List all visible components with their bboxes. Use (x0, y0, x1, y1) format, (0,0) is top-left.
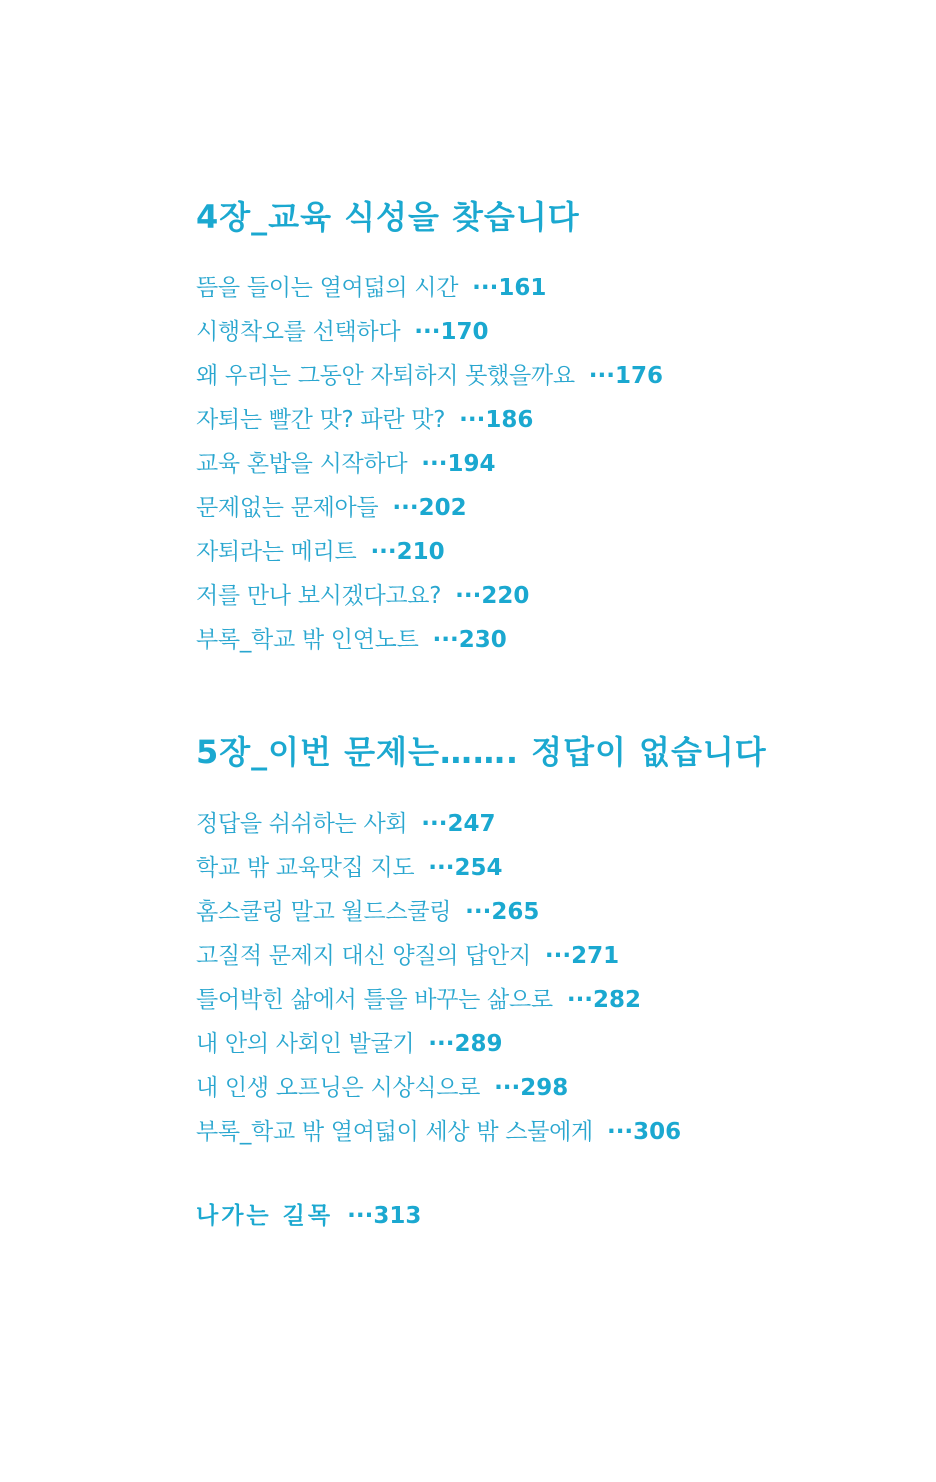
entry-page-number: ···176 (588, 363, 663, 389)
toc-entry[interactable] (196, 1068, 681, 1112)
entry-title: 내 인생 오프닝은 시상식으로 (196, 1075, 481, 1101)
entry-title: 저를 만나 보시겠다고요? (196, 583, 442, 609)
toc-entry[interactable] (196, 488, 663, 532)
entry-page-number: ···254 (428, 855, 503, 881)
entry-title: 내 안의 사회인 발굴기 (196, 1031, 415, 1057)
entry-page-number: ···186 (459, 407, 534, 433)
chapter-5-title: 5장_이번 문제는……. 정답이 없습니다 (196, 733, 767, 771)
toc-entry[interactable] (196, 576, 663, 620)
toc-entry[interactable] (196, 936, 681, 980)
entry-page-number: ···194 (421, 451, 496, 477)
entry-page-number: ···230 (432, 627, 507, 653)
chapter-4-entries (196, 268, 663, 664)
entry-title: 틀어박힌 삶에서 틀을 바꾸는 삶으로 (196, 987, 553, 1013)
entry-title: 자퇴라는 메리트 (196, 539, 357, 565)
toc-entry[interactable] (196, 268, 663, 312)
entry-page-number: ···306 (606, 1119, 682, 1145)
epilogue-page-number: ···313 (347, 1203, 422, 1229)
entry-page-number: ···170 (414, 319, 489, 345)
entry-page-number: ···271 (544, 943, 620, 969)
toc-entry[interactable] (196, 804, 681, 848)
toc-entry[interactable] (196, 444, 663, 488)
chapter-4-title: 4장_교육 식성을 찾습니다 (196, 198, 580, 236)
entry-page-number: ···298 (494, 1075, 569, 1101)
entry-page-number: ···282 (566, 987, 642, 1013)
entry-title: 홈스쿨링 말고 월드스쿨링 (196, 899, 452, 925)
entry-title: 왜 우리는 그동안 자퇴하지 못했을까요 (196, 363, 575, 389)
entry-title: 뜸을 들이는 열여덟의 시간 (196, 275, 459, 301)
toc-entry[interactable] (196, 312, 663, 356)
entry-page-number: ···161 (472, 275, 547, 301)
toc-entry[interactable] (196, 1024, 681, 1068)
entry-page-number: ···202 (392, 495, 467, 521)
entry-title: 부록_학교 밖 인연노트 (196, 627, 419, 653)
toc-entry[interactable] (196, 1112, 681, 1156)
entry-page-number: ···210 (370, 539, 445, 565)
chapter-5-entries (196, 804, 681, 1156)
entry-title: 시행착오를 선택하다 (196, 319, 401, 345)
toc-entry[interactable] (196, 848, 681, 892)
entry-title: 교육 혼밥을 시작하다 (196, 451, 408, 477)
toc-entry[interactable] (196, 980, 681, 1024)
entry-title: 고질적 문제지 대신 양질의 답안지 (196, 943, 531, 969)
epilogue-entry[interactable] (196, 1196, 421, 1236)
toc-entry[interactable] (196, 356, 663, 400)
entry-title: 자퇴는 빨간 맛? 파란 맛? (196, 407, 446, 433)
toc-entry[interactable] (196, 620, 663, 664)
toc-entry[interactable] (196, 400, 663, 444)
entry-title: 문제없는 문제아들 (196, 495, 379, 521)
toc-entry[interactable] (196, 892, 681, 936)
entry-page-number: ···289 (428, 1031, 503, 1057)
entry-page-number: ···265 (465, 899, 540, 925)
entry-title: 정답을 쉬쉬하는 사회 (196, 811, 408, 837)
epilogue-title: 나가는 길목 (196, 1203, 334, 1229)
entry-page-number: ···220 (455, 583, 530, 609)
entry-title: 학교 밖 교육맛집 지도 (196, 855, 415, 881)
entry-title: 부록_학교 밖 열여덟이 세상 밖 스물에게 (196, 1119, 593, 1145)
entry-page-number: ···247 (421, 811, 496, 837)
toc-entry[interactable] (196, 532, 663, 576)
